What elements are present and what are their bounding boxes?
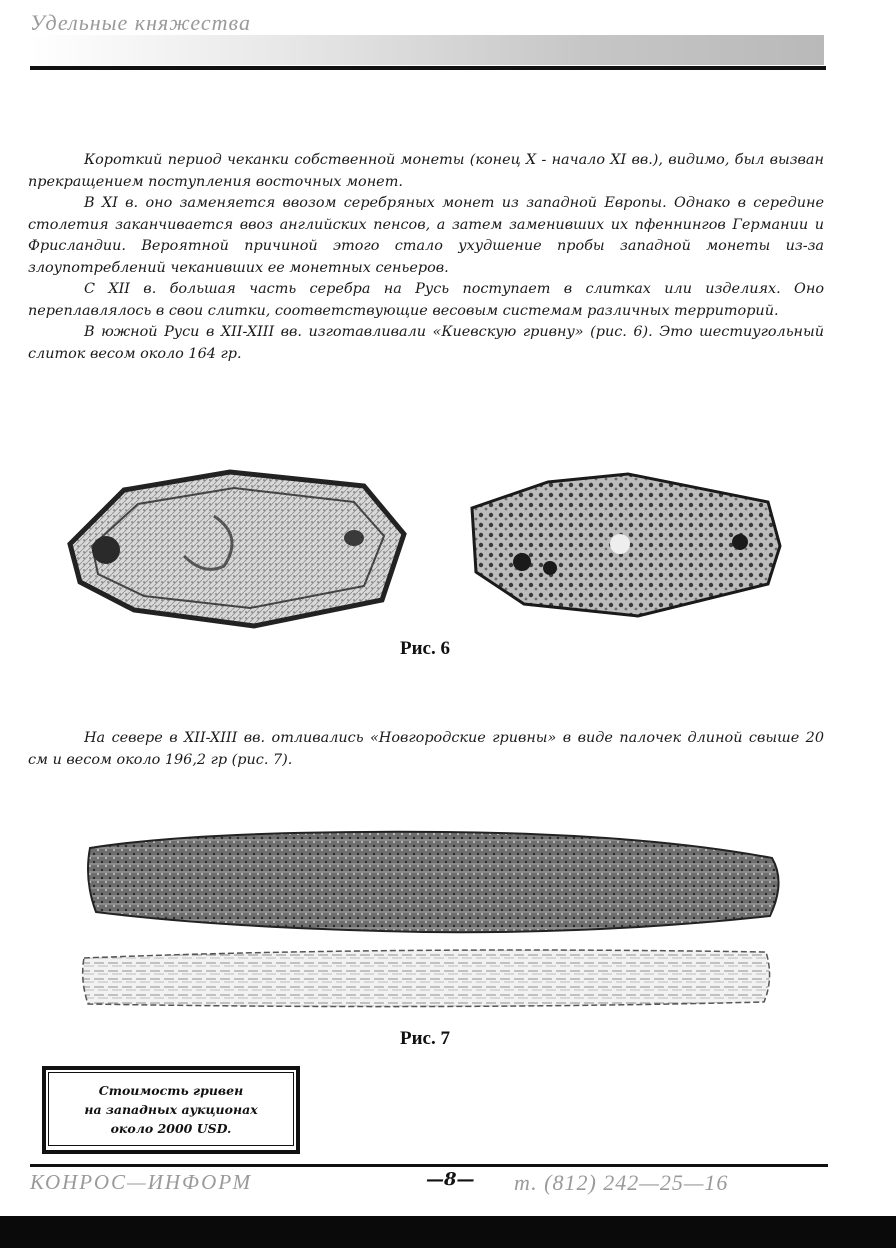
price-info-inner (48, 1072, 294, 1146)
price-line: Стоимость гривен (98, 1082, 244, 1098)
novgorod-grivna-image-top (84, 828, 784, 936)
paragraph: В XI в. оно заменяется ввозом серебряных монет из западной Европы. Однако в середине столетия заканчивается ввоз английских пенсов, а затем заменивших их пфеннингов Германии и Фрисландии. Вероятной причиной этого стало ухудшение пробы западной монеты из-за злоупотреблений чеканивших ее монетных сеньеров. (28, 195, 824, 276)
section-title: Удельные княжества (30, 10, 251, 35)
header-gradient-band (30, 35, 824, 65)
price-line: на западных аукционах (84, 1101, 258, 1117)
figure-6-caption: Рис. 6 (400, 638, 450, 659)
paragraph: Короткий период чеканки собственной монеты (конец X - начало XI вв.), видимо, был вызван прекращением поступления восточных монет. (28, 152, 824, 190)
figure-7-caption: Рис. 7 (400, 1028, 450, 1049)
footer-rule (30, 1164, 828, 1167)
paragraph: На севере в XII-XIII вв. отливались «Новгородские гривны» в виде палочек длиной свыше 20 см и весом около 196,2 гр (рис. 7). (28, 730, 824, 768)
page-number: —8— (426, 1169, 475, 1190)
paragraph: В южной Руси в XII-XIII вв. изготавливали «Киевскую гривну» (рис. 6). Это шестиугольный слиток весом около 164 гр. (28, 324, 824, 362)
header-rule (30, 66, 826, 70)
scan-bottom-edge (0, 1216, 896, 1248)
body-text-top (28, 150, 824, 365)
novgorod-grivna-image-bottom (80, 944, 774, 1012)
phone-number: т. (812) 242—25—16 (514, 1170, 729, 1195)
paragraph: С XII в. большая часть серебра на Русь поступает в слитках или изделиях. Оно переплавлялось в свои слитки, соответствующие весовым системам различных территорий. (28, 281, 824, 319)
publisher-name: КОНРОС—ИНФОРМ (30, 1170, 253, 1194)
body-text-mid (28, 728, 824, 771)
price-line: около 2000 USD. (110, 1120, 232, 1136)
price-info-box (42, 1066, 300, 1154)
kiev-grivna-image-right (468, 472, 784, 620)
kiev-grivna-image-left (64, 466, 410, 632)
